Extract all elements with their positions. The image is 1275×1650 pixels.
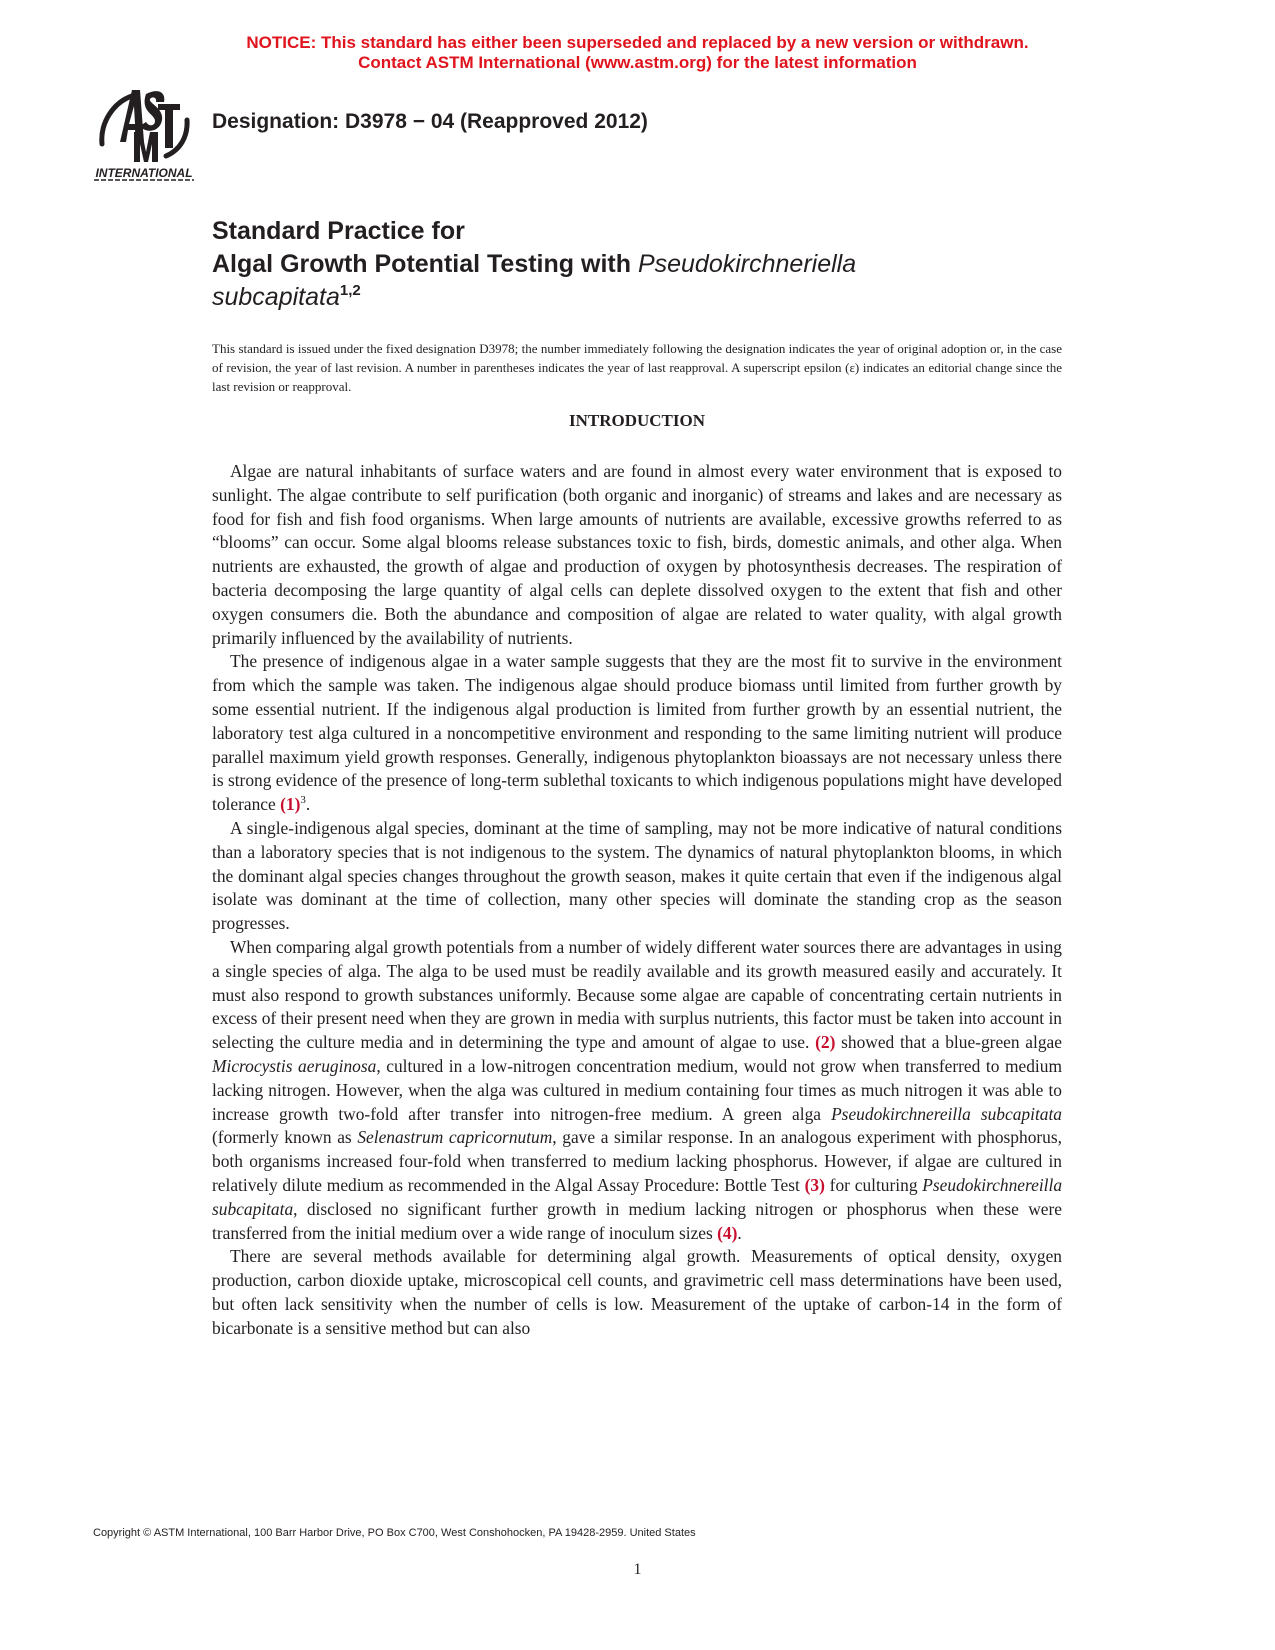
species-selenastrum: Selenastrum capricornutum xyxy=(357,1127,553,1148)
paragraph-3: A single-indigenous algal species, dominant at the time of sampling, may not be more indicative of natural conditions than a laboratory species that is not indigenous to the system. The dynamics of natural phytoplankton blooms, in which the dominant algal species changes throughout the growth season, makes it quite certain that even if the indigenous algal isolate was dominant at the time of collection, many other species will dominate the standing crop as the season progresses. xyxy=(212,817,1062,934)
species-pseudokirchnereilla-1: Pseudokirchnereilla subcapitata xyxy=(831,1103,1062,1124)
reference-link-2[interactable]: (2) xyxy=(815,1032,836,1053)
paragraph-4-text-f: for culturing xyxy=(824,1174,923,1195)
notice-line-2: Contact ASTM International (www.astm.org) for the latest information xyxy=(358,53,917,72)
reference-link-3[interactable]: (3) xyxy=(804,1174,825,1195)
paragraph-5: There are several methods available for determining algal growth. Measurements of optical density, oxygen production, carbon dioxide uptake, microscopical cell counts, and gravimetric cell mass determinations have been used, but often lack sensitivity when the number of cells is low. Measurement of the uptake of carbon-14 in the form of bicarbonate is a sensitive method but can also xyxy=(212,1246,1062,1338)
paragraph-4-text-d: (formerly known as xyxy=(212,1127,358,1148)
paragraph-4-text-a: When comparing algal growth potentials from a number of widely different water sources there are advantages in using a single species of alga. The alga to be used must be readily available and its growth measured easily and accurately. It must also respond to growth substances uniformly. Because some algae are capable of concentrating certain nutrients in excess of their present need when they are grown in media with surplus nutrients, this factor must be taken into account in selecting the culture media and in determining the type and amount of algae to use. xyxy=(212,936,1062,1053)
logo-international-text: INTERNATIONAL xyxy=(95,166,193,180)
document-title xyxy=(212,215,1112,314)
paragraph-4 xyxy=(212,936,1062,1245)
reference-link-1[interactable]: (1) xyxy=(280,794,301,815)
introduction-heading: INTRODUCTION xyxy=(568,411,706,430)
notice-line-1: NOTICE: This standard has either been superseded and replaced by a new version or withdrawn. xyxy=(246,33,1029,52)
copyright-footer: Copyright © ASTM International, 100 Barr Harbor Drive, PO Box C700, West Conshohocken, PA 19428-2959. United States xyxy=(93,1527,696,1539)
astm-logo-icon xyxy=(92,82,197,182)
reference-link-4[interactable]: (4) xyxy=(717,1222,738,1243)
species-pseudokirchnereilla-2: Pseudokirchnereilla subcapitata xyxy=(212,1174,1063,1219)
paragraph-4-text-e: , gave a similar response. In an analogous experiment with phosphorus, both organisms increased four-fold when transferred to medium lacking phosphorus. However, if algae are cultured in relatively dilute medium as recommended in the Algal Assay Procedure: Bottle Test xyxy=(212,1127,1062,1195)
title-main: Algal Growth Potential Testing with xyxy=(212,250,638,278)
title-line-1: Standard Practice for xyxy=(212,217,465,245)
title-species-genus: Pseudokirchneriella xyxy=(637,250,857,278)
title-species-name: subcapitata xyxy=(212,283,340,311)
paragraph-4-end: . xyxy=(737,1222,742,1243)
footnote-ref-3: 3 xyxy=(300,794,306,807)
designation: Designation: D3978 − 04 (Reapproved 2012) xyxy=(212,110,648,133)
species-microcystis: Microcystis aeruginosa xyxy=(212,1055,377,1076)
introduction-body xyxy=(212,460,1062,1340)
paragraph-1: Algae are natural inhabitants of surface waters and are found in almost every water environment that is exposed to sunlight. The algae contribute to self purification (both organic and inorganic) of streams and lakes and are necessary as food for fish and fish food organisms. When large amounts of nutrients are available, excessive growths referred to as “blooms” can occur. Some algal blooms release substances toxic to fish, birds, domestic animals, and other alga. When nutrients are exhausted, the growth of algae and production of oxygen by photosynthesis decreases. The respiration of bacteria decomposing the large quantity of algal cells can deplete dissolved oxygen to the extent that fish and other oxygen consumers die. Both the abundance and composition of algae are related to water quality, with algal growth primarily influenced by the availability of nutrients. xyxy=(212,461,1062,648)
title-line-2 xyxy=(212,248,1112,281)
page-number: 1 xyxy=(633,1561,642,1578)
title-footnote-refs: 1,2 xyxy=(339,282,361,299)
title-line-3 xyxy=(212,281,1112,314)
scope-note: This standard is issued under the fixed designation D3978; the number immediately following the designation indicates the year of original adoption or, in the case of revision, the year of last revision. A number in parentheses indicates the year of last reapproval. A superscript epsilon (ε) indicates an editorial change since the last revision or reapproval. xyxy=(212,341,1062,394)
paragraph-4-text-b: showed that a blue-green algae xyxy=(835,1032,1062,1053)
paragraph-4-text-g: , disclosed no significant further growth in medium lacking nitrogen or phosphorus when these were transferred from the initial medium over a wide range of inoculum sizes xyxy=(212,1198,1062,1243)
supersession-notice xyxy=(150,33,1125,73)
paragraph-2-end: . xyxy=(305,794,311,815)
astm-logo xyxy=(92,82,197,182)
paragraph-2 xyxy=(212,650,1062,817)
paragraph-2-text: The presence of indigenous algae in a water sample suggests that they are the most fit to survive in the environment from which the sample was taken. The indigenous algae should produce biomass until limited from further growth by some essential nutrient. If the indigenous algal production is limited from further growth by an essential nutrient, the laboratory test alga cultured in a noncompetitive environment and responding to the same limiting nutrient will produce parallel maximum yield growth responses. Generally, indigenous phytoplankton bioassays are not necessary unless there is strong evidence of the presence of long-term sublethal toxicants to which indigenous populations might have developed tolerance xyxy=(212,651,1063,815)
paragraph-4-text-c: , cultured in a low-nitrogen concentration medium, would not grow when transferred to medium lacking nitrogen. However, when the alga was cultured in medium containing four times as much nitrogen it was able to increase growth two-fold after transfer into nitrogen-free medium. A green alga xyxy=(212,1055,1062,1124)
